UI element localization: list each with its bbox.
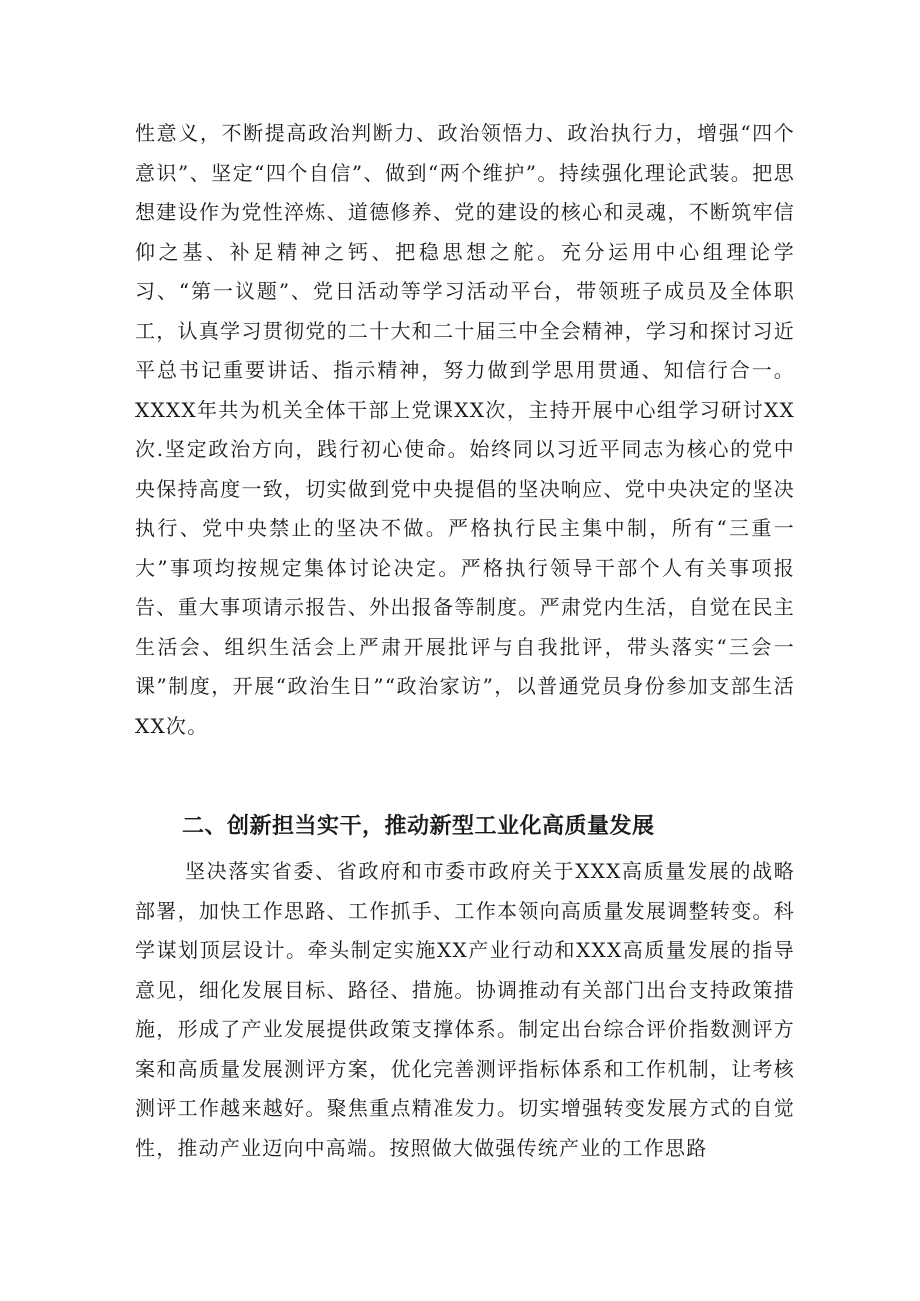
- section-heading: 二、创新担当实干，推动新型工业化高质量发展: [182, 814, 655, 839]
- body-paragraph: 坚决落实省委、省政府和市委市政府关于XXX高质量发展的战略部署，加快工作思路、工作抓手、工作本领向高质量发展调整转变。科学谋划顶层设计。牵头制定实施XX产业行动和XXX高质量发展的指导意见，细化发展目标、路径、措施。协调推动有关部门出台支持政策措施，形成了产业发展提供政策支撑体系。制定出台综合评价指数测评方案和高质量发展测评方案，优化完善测评指标体系和工作机制，让考核测评工作越来越好。聚焦重点精准发力。切实增强转变发展方式的自觉性，推动产业迈向中高端。按照做大做强传统产业的工作思路: [135, 859, 795, 1160]
- body-paragraph-continued: 性意义，不断提高政治判断力、政治领悟力、政治执行力，增强“四个意识”、坚定“四个自信”、做到“两个维护”。持续强化理论武装。把思想建设作为党性淬炼、道德修养、党的建设的核心和灵魂，不断筑牢信仰之基、补足精神之钙、把稳思想之舵。充分运用中心组理论学习、“第一议题”、党日活动等学习活动平台，带领班子成员及全体职工，认真学习贯彻党的二十大和二十届三中全会精神，学习和探讨习近平总书记重要讲话、指示精神，努力做到学思用贯通、知信行合一。XXXX年共为机关全体干部上党课XX次，主持开展中心组学习研讨XX次.坚定政治方向，践行初心使命。始终同以习近平同志为核心的党中央保持高度一致，切实做到党中央提倡的坚决响应、党中央决定的坚决执行、党中央禁止的坚决不做。严格执行民主集中制，所有“三重一大”事项均按规定集体讨论决定。严格执行领导干部个人有关事项报告、重大事项请示报告、外出报备等制度。严肃党内生活，自觉在民主生活会、组织生活会上严肃开展批评与自我批评，带头落实“三会一课”制度，开展“政治生日”“政治家访”，以普通党员身份参加支部生活XX次。: [135, 121, 795, 738]
